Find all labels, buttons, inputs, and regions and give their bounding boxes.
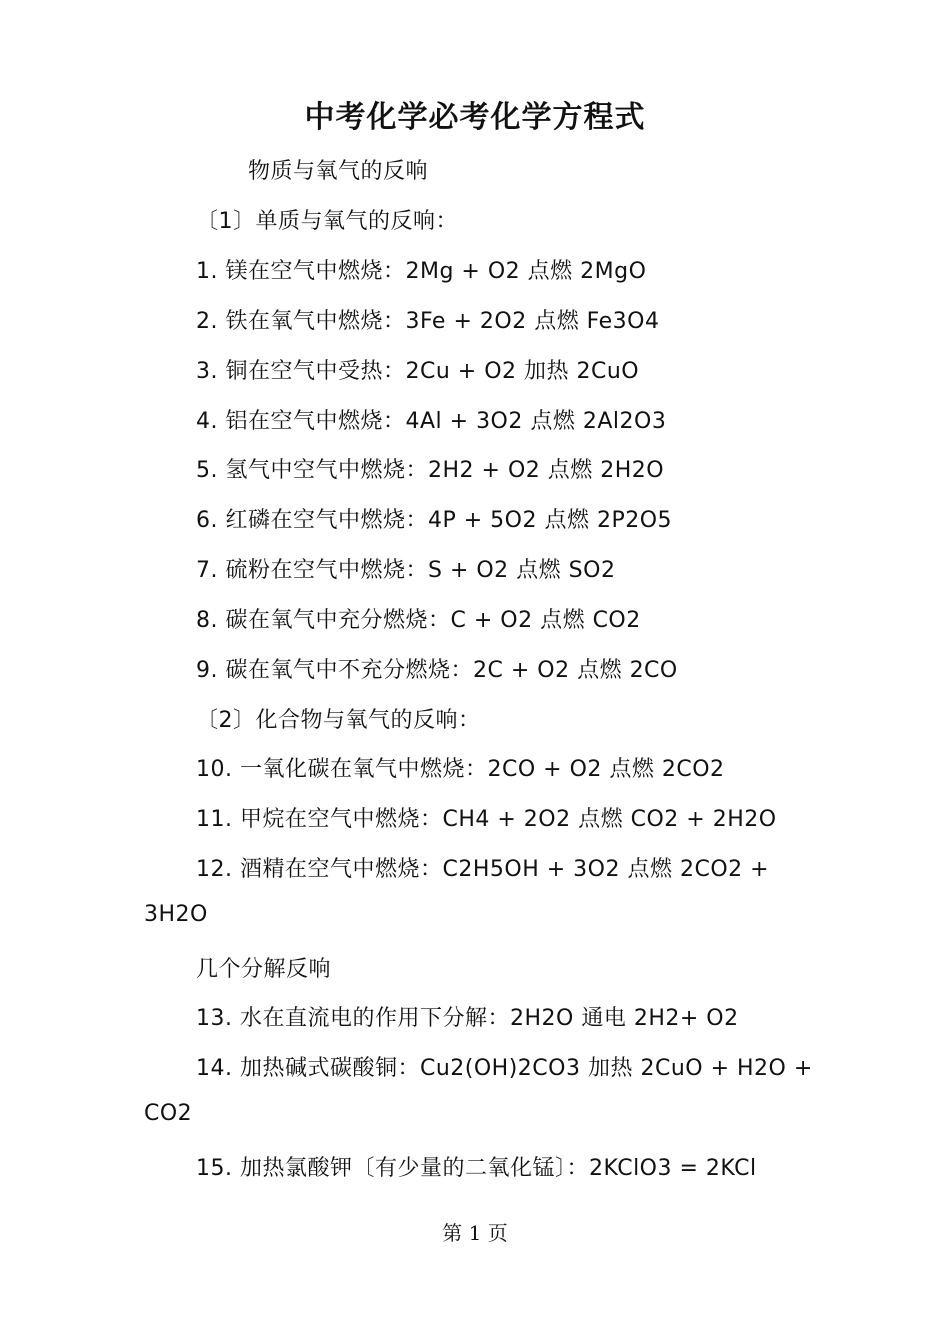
equation-line: 4. 铝在空气中燃烧：4Al + 3O2 点燃 2Al2O3 xyxy=(196,409,667,434)
section-heading: 物质与氧气的反响 xyxy=(248,159,429,184)
equation-line: 11. 甲烷在空气中燃烧：CH4 + 2O2 点燃 CO2 + 2H2O xyxy=(196,807,777,832)
page-number: 第 1 页 xyxy=(442,1221,508,1245)
equation-line: 5. 氢气中空气中燃烧：2H2 + O2 点燃 2H2O xyxy=(196,458,665,483)
equation-continuation: 3H2O xyxy=(144,902,208,927)
equation-line: 7. 硫粉在空气中燃烧：S + O2 点燃 SO2 xyxy=(196,558,616,583)
equation-line: 14. 加热碱式碳酸铜：Cu2(OH)2CO3 加热 2CuO + H2O + xyxy=(196,1056,813,1081)
equation-line: 3. 铜在空气中受热：2Cu + O2 加热 2CuO xyxy=(196,359,640,384)
equation-line: 10. 一氧化碳在氧气中燃烧：2CO + O2 点燃 2CO2 xyxy=(196,757,725,782)
equation-line: 13. 水在直流电的作用下分解：2H2O 通电 2H2+ O2 xyxy=(196,1006,739,1031)
equation-line: 8. 碳在氧气中充分燃烧：C + O2 点燃 CO2 xyxy=(196,608,641,633)
subsection-heading: 〔2〕化合物与氧气的反响： xyxy=(196,708,481,733)
equation-line: 12. 酒精在空气中燃烧：C2H5OH + 3O2 点燃 2CO2 + xyxy=(196,857,770,882)
equation-continuation: CO2 xyxy=(144,1101,193,1126)
equation-line: 15. 加热氯酸钾〔有少量的二氧化锰〕：2KClO3 = 2KCl xyxy=(196,1156,757,1181)
equation-line: 9. 碳在氧气中不充分燃烧：2C + O2 点燃 2CO xyxy=(196,658,678,683)
equation-line: 2. 铁在氧气中燃烧：3Fe + 2O2 点燃 Fe3O4 xyxy=(196,309,660,334)
equation-line: 1. 镁在空气中燃烧：2Mg + O2 点燃 2MgO xyxy=(196,259,647,284)
subsection-heading: 〔1〕单质与氧气的反响： xyxy=(196,209,458,234)
equation-line: 6. 红磷在空气中燃烧：4P + 5O2 点燃 2P2O5 xyxy=(196,508,673,533)
section-heading: 几个分解反响 xyxy=(196,957,332,982)
document-title: 中考化学必考化学方程式 xyxy=(304,100,646,135)
